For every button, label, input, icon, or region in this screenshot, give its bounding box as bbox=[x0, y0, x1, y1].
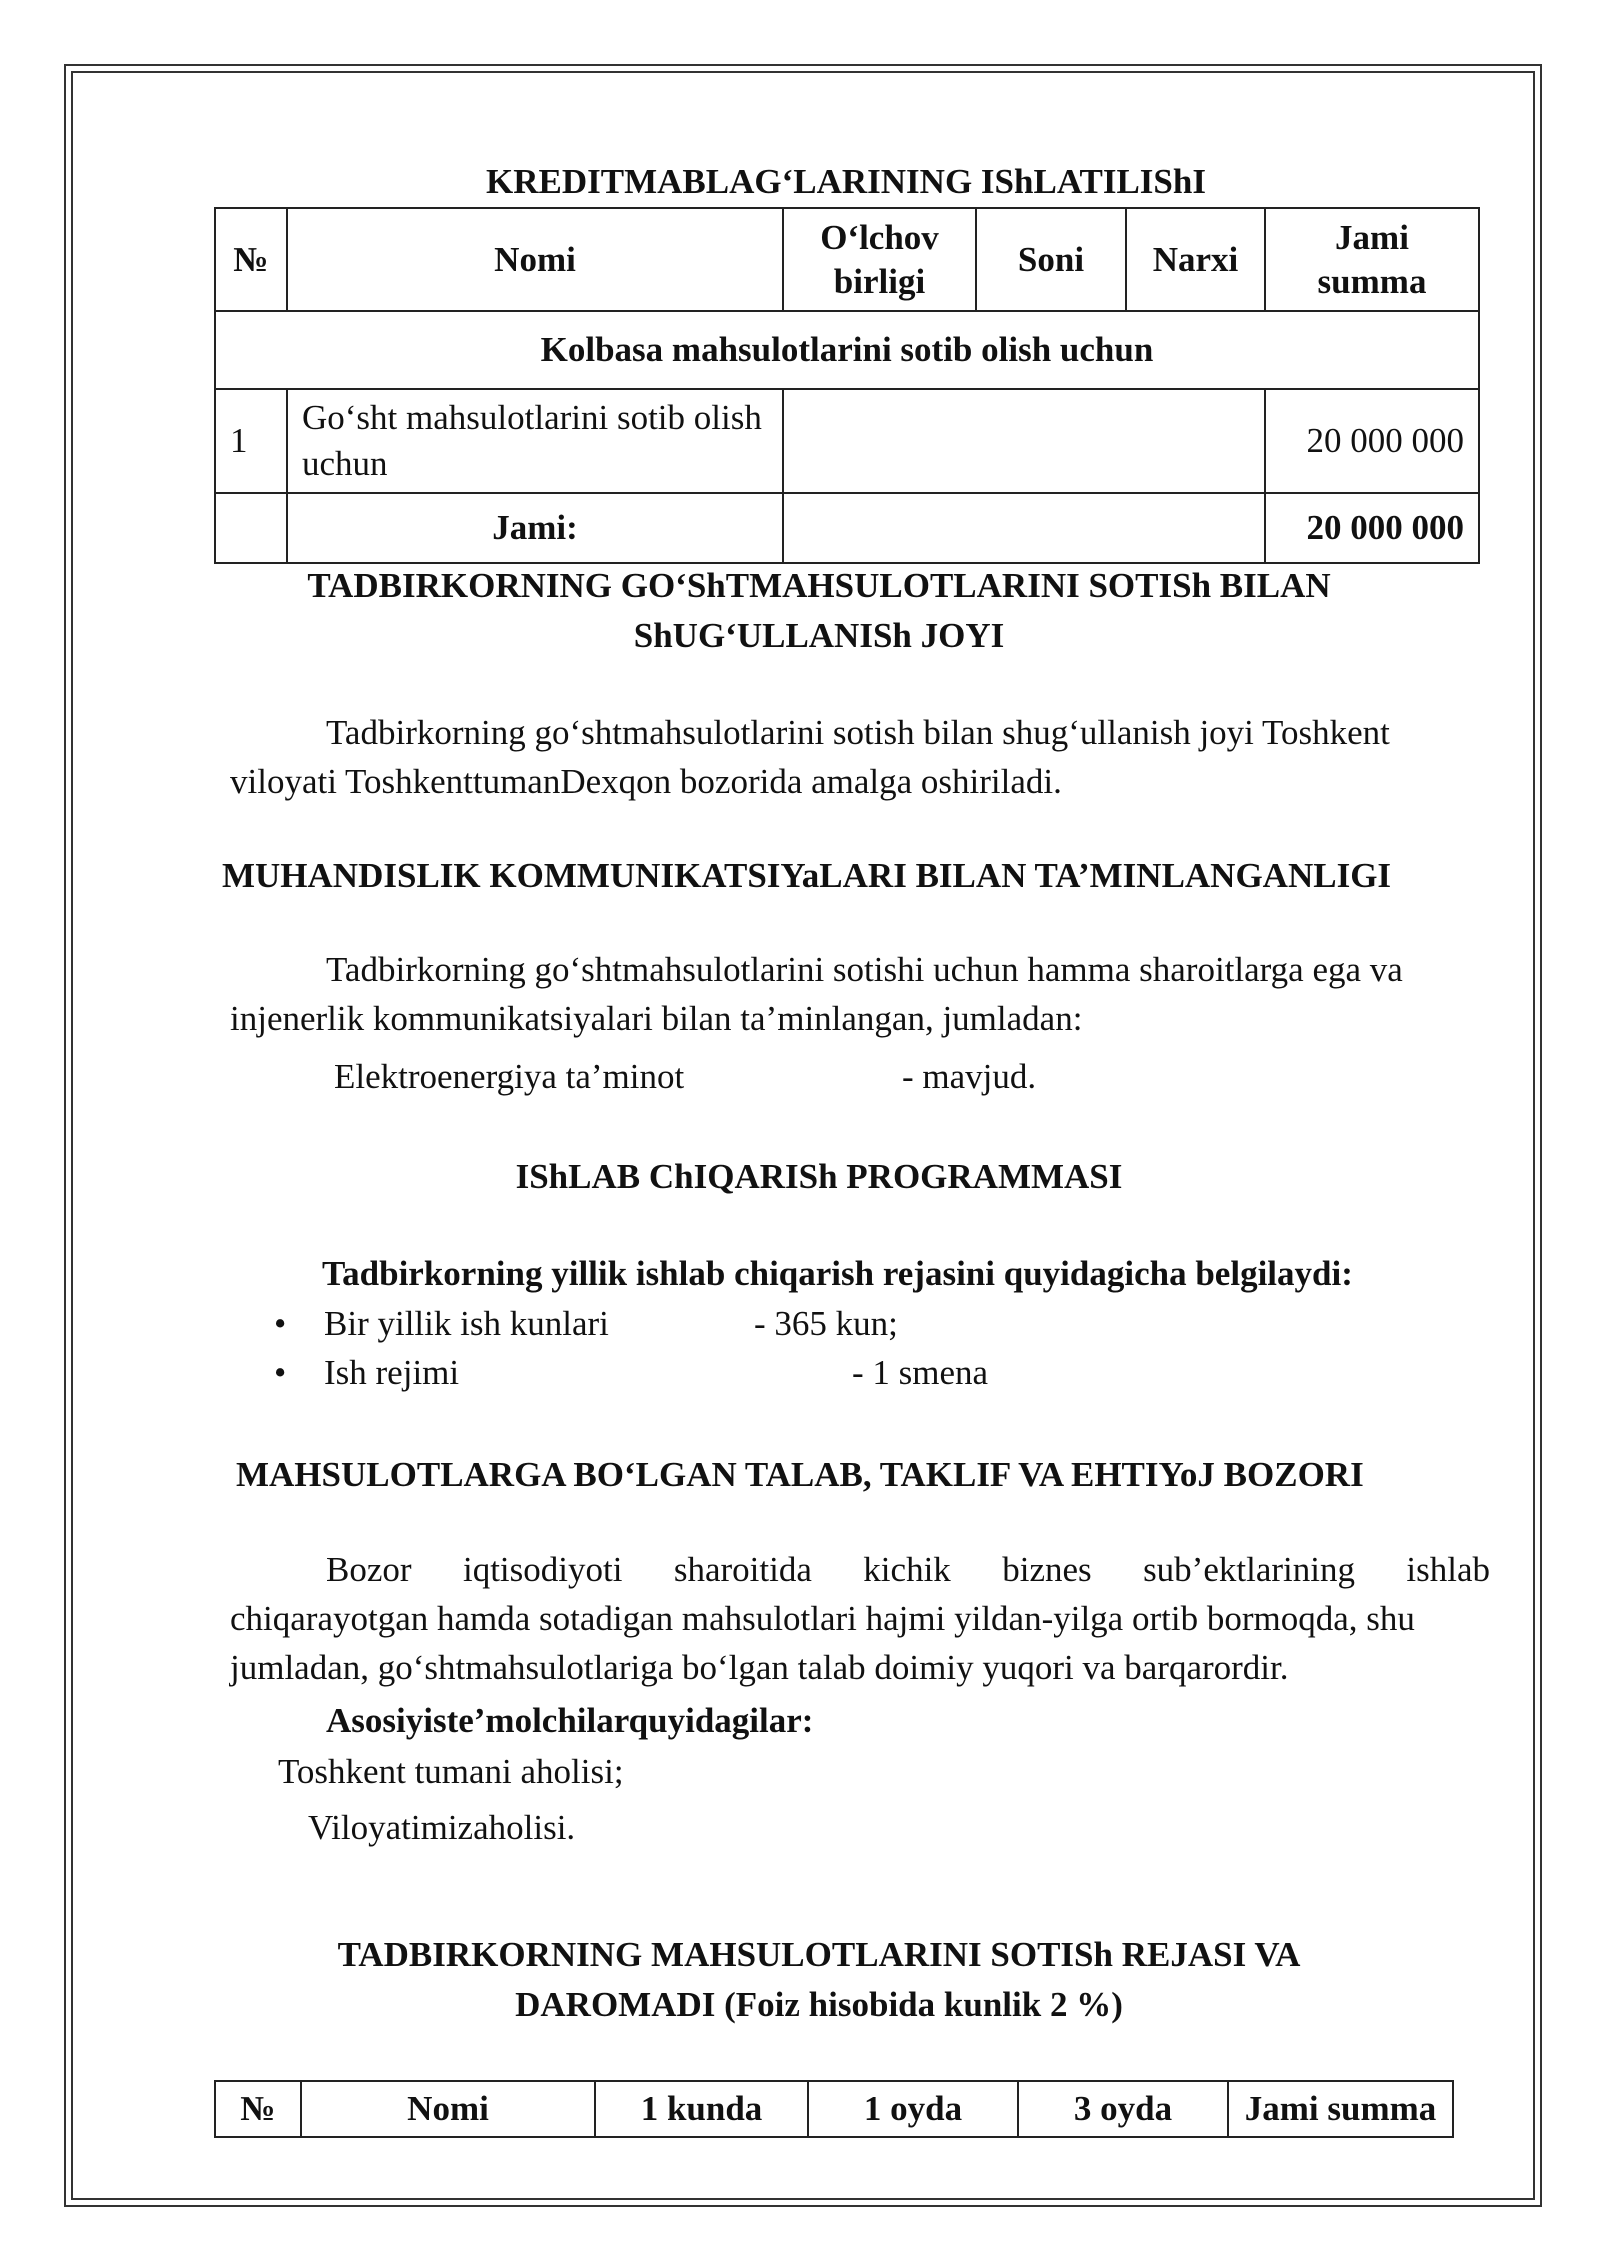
production-program-title: IShLAB ChIQARISh PROGRAMMASI bbox=[515, 1157, 1123, 1196]
engineering-paragraph-line2: injenerlik kommunikatsiyalari bilan ta’minlangan, jumladan: bbox=[230, 999, 1083, 1038]
market-demand-title: MAHSULOTLARGA BO‘LGAN TALAB, TAKLIF VA EHTIYoJ BOZORI bbox=[236, 1455, 1364, 1494]
col-header-per-month: 1 oyda bbox=[808, 2081, 1018, 2137]
col-header-price: Narxi bbox=[1126, 208, 1265, 311]
market-paragraph-line1: Bozor iqtisodiyoti sharoitida kichik biznes sub’ektlarining ishlab bbox=[326, 1550, 1490, 1589]
production-program-subtitle: Tadbirkorning yillik ishlab chiqarish rejasini quyidagicha belgilaydi: bbox=[322, 1254, 1353, 1293]
sales-place-title-line2: ShUG‘ULLANISh JOYI bbox=[633, 616, 1005, 655]
total-value: 20 000 000 bbox=[1265, 493, 1479, 563]
sales-plan-title-line2: DAROMADI (Foiz hisobida kunlik 2 %) bbox=[515, 1985, 1123, 2024]
row-number: 1 bbox=[215, 389, 287, 493]
col-header-total: Jami summa bbox=[1265, 208, 1479, 311]
row-name: Go‘sht mahsulotlarini sotib olish uchun bbox=[287, 389, 783, 493]
table-group-row bbox=[215, 311, 1479, 389]
table-header-row bbox=[215, 2081, 1453, 2137]
col-header-three-months: 3 oyda bbox=[1018, 2081, 1228, 2137]
table-row bbox=[215, 389, 1479, 493]
credit-usage-title: KREDITMABLAG‘LARINING IShLATILIShI bbox=[486, 162, 1206, 201]
market-paragraph-line2: chiqarayotgan hamda sotadigan mahsulotlari hajmi yildan-yilga ortib bormoqda, shu bbox=[230, 1599, 1415, 1638]
table-header-row bbox=[215, 208, 1479, 311]
col-header-quantity: Soni bbox=[976, 208, 1126, 311]
row-total: 20 000 000 bbox=[1265, 389, 1479, 493]
total-row-empty bbox=[215, 493, 287, 563]
bullet-value: - 365 kun; bbox=[754, 1304, 898, 1343]
group-label: Kolbasa mahsulotlarini sotib olish uchun bbox=[215, 311, 1479, 389]
bullet-value: - 1 smena bbox=[852, 1353, 989, 1392]
row-unit-qty-price bbox=[783, 389, 1265, 493]
consumers-heading: Asosiyiste’molchilarquyidagilar: bbox=[326, 1701, 814, 1740]
table-total-row bbox=[215, 493, 1479, 563]
col-header-per-day: 1 kunda bbox=[595, 2081, 808, 2137]
bullet-label: Bir yillik ish kunlari bbox=[324, 1304, 609, 1343]
market-paragraph-line3: jumladan, go‘shtmahsulotlariga bo‘lgan talab doimiy yuqori va barqarordir. bbox=[230, 1648, 1289, 1687]
bullet-icon: • bbox=[274, 1304, 287, 1343]
sales-plan-title-line1: TADBIRKORNING MAHSULOTLARINI SOTISh REJASI VA bbox=[337, 1935, 1301, 1974]
col-header-name: Nomi bbox=[301, 2081, 595, 2137]
sales-plan-table bbox=[214, 2080, 1454, 2138]
sales-place-title-line1: TADBIRKORNING GO‘ShTMAHSULOTLARINI SOTISh BILAN bbox=[307, 566, 1331, 605]
bullet-icon: • bbox=[274, 1353, 287, 1392]
consumer-item: Viloyatimizaholisi. bbox=[308, 1808, 576, 1847]
credit-usage-table bbox=[214, 207, 1480, 564]
col-header-number: № bbox=[215, 208, 287, 311]
total-label: Jami: bbox=[287, 493, 783, 563]
electricity-label: Elektroenergiya ta’minot bbox=[334, 1057, 685, 1096]
bullet-label: Ish rejimi bbox=[324, 1353, 460, 1392]
engineering-paragraph-line1: Tadbirkorning go‘shtmahsulotlarini sotishi uchun hamma sharoitlarga ega va bbox=[326, 950, 1403, 989]
electricity-status: - mavjud. bbox=[902, 1057, 1037, 1096]
sales-place-paragraph-line2: viloyati ToshkenttumanDexqon bozorida amalga oshiriladi. bbox=[230, 762, 1062, 801]
col-header-name: Nomi bbox=[287, 208, 783, 311]
col-header-total: Jami summa bbox=[1228, 2081, 1453, 2137]
col-header-unit: O‘lchov birligi bbox=[783, 208, 976, 311]
total-row-empty-span bbox=[783, 493, 1265, 563]
sales-place-paragraph-line1: Tadbirkorning go‘shtmahsulotlarini sotish bilan shug‘ullanish joyi Toshkent bbox=[326, 713, 1390, 752]
engineering-title: MUHANDISLIK KOMMUNIKATSIYaLARI BILAN TA’MINLANGANLIGI bbox=[222, 856, 1392, 895]
col-header-number: № bbox=[215, 2081, 301, 2137]
consumer-item: Toshkent tumani aholisi; bbox=[278, 1752, 624, 1791]
